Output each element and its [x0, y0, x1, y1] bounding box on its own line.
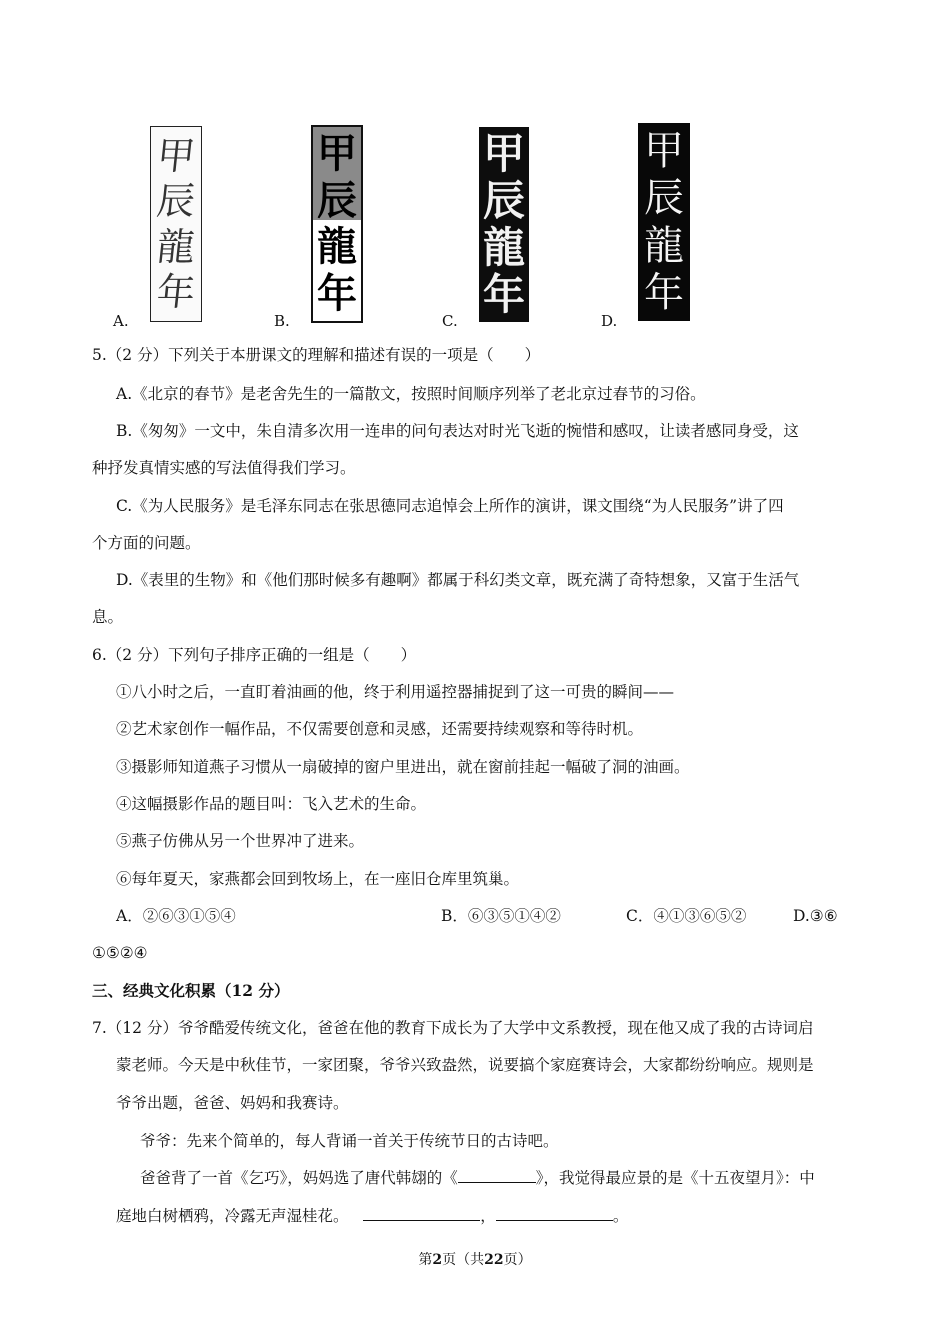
q6-option-c: C．④①③⑥⑤② [626, 907, 747, 925]
calligraphy-char: 甲 [482, 129, 525, 179]
q5-option-c-cont: 个方面的问题。 [92, 534, 201, 552]
q6-sentence-6: ⑥每年夏天，家燕都会回到牧场上，在一座旧仓库里筑巢。 [116, 870, 520, 888]
calligraphy-char: 甲 [644, 127, 684, 174]
calligraphy-image-d [638, 123, 690, 321]
q6-option-d-cont: ①⑤②④ [92, 944, 148, 962]
poem-line-blank-1[interactable] [363, 1206, 480, 1221]
poem-title-blank[interactable] [458, 1168, 536, 1183]
q7-para-5 [140, 1168, 815, 1188]
calligraphy-char: 甲 [317, 130, 357, 178]
q7-grandpa-line: 爷爷：先来个简单的，每人背诵一首关于传统节日的古诗吧。 [140, 1132, 559, 1150]
calligraphy-char: 龍 [317, 223, 357, 271]
calligraphy-char: 年 [644, 270, 684, 317]
q7-period: 。 [612, 1207, 629, 1225]
q6-sentence-1: ①八小时之后，一直盯着油画的他，终于利用遥控器捕捉到了这一可贵的瞬间—— [116, 683, 675, 701]
page-footer [0, 1249, 950, 1269]
q6-sentence-2: ②艺术家创作一幅作品，不仅需要创意和灵感，还需要持续观察和等待时机。 [116, 720, 644, 738]
q5-option-b: B.《匆匆》一文中，朱自清多次用一连串的问句表达对时光飞逝的惋惜和感叹，让读者感同身受，这 [116, 422, 799, 440]
q4-option-c-label: C. [442, 312, 458, 330]
calligraphy-image-b [311, 125, 363, 323]
q6-sentence-4: ④这幅摄影作品的题目叫：飞入艺术的生命。 [116, 795, 427, 813]
q6-option-a: A．②⑥③①⑤④ [116, 907, 236, 925]
calligraphy-image-c [479, 127, 529, 322]
q5-option-b-cont: 种抒发真情实感的写法值得我们学习。 [92, 459, 356, 477]
q5-option-a: A.《北京的春节》是老舍先生的一篇散文，按照时间顺序列举了老北京过春节的习俗。 [116, 385, 706, 403]
calligraphy-char: 辰 [317, 176, 357, 224]
calligraphy-image-a [150, 126, 202, 322]
q6-sentence-3: ③摄影师知道燕子习惯从一扇破掉的窗户里进出，就在窗前挂起一幅破了洞的油画。 [116, 758, 690, 776]
footer-prefix: 第 [418, 1252, 433, 1268]
q7-para-3: 爷爷出题，爸爸、妈妈和我赛诗。 [116, 1094, 349, 1112]
calligraphy-char: 龍 [482, 222, 525, 272]
footer-middle: 页（共 [442, 1252, 485, 1268]
q7-para-6-text: 庭地白树栖鸦，冷露无声湿桂花。 [116, 1207, 349, 1225]
q6-sentence-5: ⑤燕子仿佛从另一个世界冲了进来。 [116, 832, 365, 850]
q7-comma: ， [480, 1207, 496, 1225]
footer-total-pages: 22 [484, 1252, 504, 1268]
q5-option-d: D.《表里的生物》和《他们那时候多有趣啊》都属于科幻类文章，既充满了奇特想象，又富于生活气 [116, 571, 800, 589]
q4-option-d-label: D. [601, 312, 618, 330]
q7-para-5-text: 爸爸背了一首《乞巧》，妈妈选了唐代韩翃的《 [140, 1169, 458, 1187]
poem-line-blank-2[interactable] [496, 1206, 613, 1221]
q4-option-b-label: B. [274, 312, 290, 330]
section-3-heading: 三、经典文化积累（12 分） [92, 981, 290, 1000]
calligraphy-char: 辰 [644, 175, 684, 222]
footer-page-number: 2 [432, 1252, 443, 1268]
q7-para-2: 蒙老师。今天是中秋佳节，一家团聚，爷爷兴致盎然，说要搞个家庭赛诗会，大家都纷纷响应。规则是 [116, 1056, 814, 1074]
calligraphy-char: 甲 [154, 133, 198, 178]
calligraphy-char: 龍 [154, 224, 198, 269]
q6-option-b: B．⑥③⑤①④② [441, 907, 561, 925]
q6-stem: 6.（2 分）下列句子排序正确的一组是（ ） [92, 646, 417, 664]
calligraphy-char: 龍 [644, 222, 684, 269]
q5-option-d-cont: 息。 [92, 608, 124, 626]
q4-option-a-label: A. [113, 312, 129, 330]
q5-stem: 5.（2 分）下列关于本册课文的理解和描述有误的一项是（ ） [92, 346, 541, 364]
q7-para-1: 7.（12 分）爷爷酷爱传统文化，爸爸在他的教育下成长为了大学中文系教授，现在他又成了我的古诗词启 [92, 1019, 814, 1037]
calligraphy-char: 辰 [154, 179, 198, 224]
q7-para-6 [116, 1206, 628, 1226]
footer-suffix: 页） [503, 1252, 532, 1268]
calligraphy-char: 辰 [482, 176, 525, 226]
calligraphy-char: 年 [482, 269, 525, 319]
q6-option-d: D.③⑥ [793, 907, 838, 925]
q5-option-c: C.《为人民服务》是毛泽东同志在张思德同志追悼会上所作的演讲，课文围绕“为人民服务”讲了四 [116, 497, 784, 515]
q7-para-5-text-end: 》，我觉得最应景的是《十五夜望月》：中 [535, 1169, 815, 1187]
calligraphy-char: 年 [317, 269, 357, 317]
calligraphy-char: 年 [154, 270, 198, 315]
